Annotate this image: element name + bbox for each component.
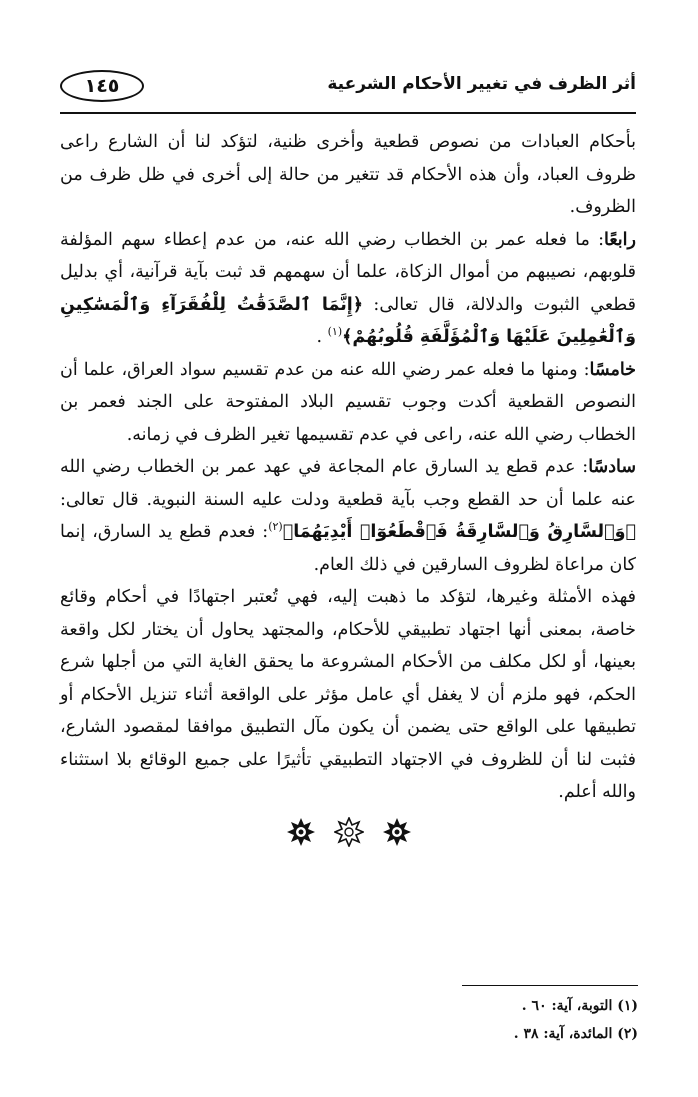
paragraph-3 xyxy=(60,354,636,452)
footnote-ref[interactable]: (١) xyxy=(327,325,343,339)
quran-verse: ﴿إِنَّمَا ٱلصَّدَقَٰتُ لِلْفُقَرَآءِ وَٱلْمَسَٰكِينِ وَٱلْعَٰمِلِينَ عَلَيْهَا وَٱلْمُؤَلَّفَةِ قُلُوبُهُمْ﴾ xyxy=(60,294,636,347)
flower-ornament-icon xyxy=(334,817,364,847)
footnote-item: (٢) المائدة، آية: ٣٨ . xyxy=(513,1026,638,1042)
page-header xyxy=(60,70,636,116)
flower-ornament-icon xyxy=(382,817,412,847)
paragraph-tail: . xyxy=(316,327,323,347)
quran-verse: ﴿وَٱلسَّارِقُ وَٱلسَّارِقَةُ فَٱقْطَعُوٓا۟ أَيْدِيَهُمَا﴾ xyxy=(282,522,636,542)
paragraph-text: بأحكام العبادات من نصوص قطعية وأخرى ظنية، لتؤكد لنا أن الشارع راعى ظروف العباد، وأن هذه الأحكام قد تتغير من حالة إلى أخرى في ظل ظرف من الظروف. xyxy=(60,132,636,217)
paragraph-1 xyxy=(60,126,636,224)
paragraph-lead: رابعًا xyxy=(604,229,636,250)
footnote-divider xyxy=(462,985,638,986)
footnotes xyxy=(238,992,638,1048)
paragraph-text: : ومنها ما فعله عمر رضي الله عنه من عدم تقسيم سواد العراق، علما أن النصوص القطعية أكدت وجوب تقسيم البلاد المفتوحة على الجند فعمر بن الخطاب رضي الله عنه، راعى في عدم تقسيمها تغير الظرف في زمانه. xyxy=(60,359,636,445)
paragraph-text: فهذه الأمثلة وغيرها، لتؤكد ما ذهبت إليه، فهي تُعتبر اجتهادًا في أحكام وقائع خاصة، بمعنى أنها اجتهاد تطبيقي للأحكام، والمجتهد يحاول أن يختار لكل واقعة بعينها، أو لكل مكلف من الأحكام المشروعة ما يحقق الغاية التي من أجلها شرع الحكم، فهو ملزم أن لا يغفل أي عامل مؤثر على الواقعة أثناء تنزيل الأحكام أو تطبيقها على الواقع حتى يضمن أن يكون مآل التطبيق موافقا لمقصود الشارع، فثبت لنا أن للظروف في الاجتهاد التطبيقي تأثيرًا على جميع الوقائع بلا استثناء والله أعلم. xyxy=(60,587,636,802)
paragraph-5 xyxy=(60,581,636,809)
running-title: أثر الظرف في تغيير الأحكام الشرعية xyxy=(327,74,636,94)
paragraph-lead: خامسًا xyxy=(589,359,636,380)
flower-ornament-icon xyxy=(286,817,316,847)
page-number: ١٤٥ xyxy=(60,70,144,102)
footnote-ref[interactable]: (٢) xyxy=(268,520,283,534)
paragraph-lead: سادسًا xyxy=(588,457,636,477)
body-text xyxy=(60,126,636,809)
paragraph-text: : ما فعله عمر بن الخطاب رضي الله عنه، من عدم إعطاء سهم المؤلفة قلوبهم، نصيبهم من أموال الزكاة، علما أن سهمهم قد ثبت بآية قرآنية، أي بدليل قطعي الثبوت والدلالة، قال تعالى: xyxy=(60,229,636,315)
paragraph-2 xyxy=(60,224,636,354)
footnote-item: (١) التوبة، آية: ٦٠ . xyxy=(521,998,638,1014)
paragraph-tail: : فعدم قطع يد السارق، إنما كان مراعاة لظروف السارقين في ذلك العام. xyxy=(60,522,636,575)
paragraph-text: : عدم قطع يد السارق عام المجاعة في عهد عمر بن الخطاب رضي الله عنه علما أن حد القطع وجب بآية قطعية ودلت عليه السنة النبوية. قال تعالى: xyxy=(60,457,636,510)
paragraph-4 xyxy=(60,451,636,581)
header-divider xyxy=(60,112,636,114)
section-ornaments xyxy=(0,817,698,847)
